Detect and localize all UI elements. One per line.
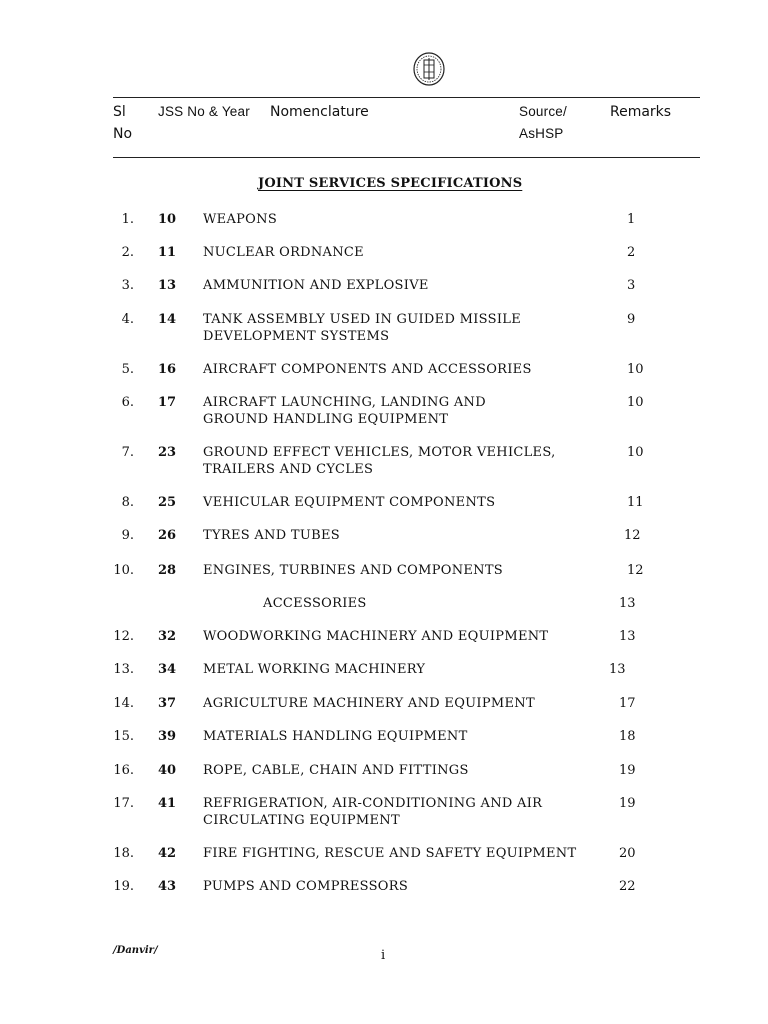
- emblem-logo-icon: [412, 51, 446, 87]
- row-sl: 17.: [113, 796, 134, 811]
- row-sl: 10.: [113, 563, 134, 578]
- row-remarks: 2: [627, 245, 636, 260]
- row-jss: 25: [158, 495, 177, 510]
- row-nomenclature: WEAPONS: [203, 212, 278, 227]
- row-sl: 4.: [121, 312, 134, 327]
- row-nomenclature: TANK ASSEMBLY USED IN GUIDED MISSILE DEVELOPMENT SYSTEMS: [203, 312, 521, 344]
- row-remarks: 13: [619, 596, 636, 611]
- row-nomenclature: GROUND EFFECT VEHICLES, MOTOR VEHICLES, TRAILERS AND CYCLES: [203, 445, 556, 477]
- row-nomenclature: ACCESSORIES: [263, 596, 367, 611]
- row-sl: 7.: [121, 445, 134, 460]
- row-jss: 11: [158, 245, 177, 260]
- row-jss: 10: [158, 212, 177, 227]
- row-jss: 43: [158, 879, 177, 894]
- row-remarks: 3: [627, 278, 636, 293]
- row-jss: 26: [158, 528, 177, 543]
- row-sl: 3.: [121, 278, 134, 293]
- row-nomenclature: WOODWORKING MACHINERY AND EQUIPMENT: [203, 629, 549, 644]
- row-jss: 34: [158, 662, 177, 677]
- header-nomenclature: Nomenclature: [270, 104, 369, 120]
- row-jss: 23: [158, 445, 177, 460]
- row-jss: 37: [158, 696, 177, 711]
- row-sl: 15.: [113, 729, 134, 744]
- row-sl: 9.: [121, 528, 134, 543]
- row-sl: 8.: [121, 495, 134, 510]
- row-remarks: 18: [619, 729, 636, 744]
- row-nomenclature: AIRCRAFT COMPONENTS AND ACCESSORIES: [203, 362, 532, 377]
- row-nomenclature: FIRE FIGHTING, RESCUE AND SAFETY EQUIPMENT: [203, 846, 577, 861]
- row-sl: 13.: [113, 662, 134, 677]
- row-remarks: 10: [627, 445, 644, 460]
- header-top-rule: [113, 97, 700, 98]
- row-jss: 41: [158, 796, 177, 811]
- header-source-line2: AsHSP: [519, 126, 564, 141]
- row-sl: 18.: [113, 846, 134, 861]
- header-source: [519, 101, 567, 145]
- row-nomenclature: AMMUNITION AND EXPLOSIVE: [203, 278, 429, 293]
- row-nomenclature: ENGINES, TURBINES AND COMPONENTS: [203, 563, 504, 578]
- row-jss: 14: [158, 312, 177, 327]
- row-jss: 17: [158, 395, 177, 410]
- row-nomenclature: REFRIGERATION, AIR-CONDITIONING AND AIR CIRCULATING EQUIPMENT: [203, 796, 543, 828]
- row-remarks: 22: [619, 879, 636, 894]
- row-remarks: 9: [627, 312, 636, 327]
- row-remarks: 11: [627, 495, 644, 510]
- row-nomenclature: METAL WORKING MACHINERY: [203, 662, 426, 677]
- row-jss: 40: [158, 763, 177, 778]
- row-jss: 16: [158, 362, 177, 377]
- row-nomenclature: AIRCRAFT LAUNCHING, LANDING AND GROUND HANDLING EQUIPMENT: [203, 395, 486, 427]
- row-remarks: 10: [627, 362, 644, 377]
- row-nomenclature: ROPE, CABLE, CHAIN AND FITTINGS: [203, 763, 469, 778]
- row-sl: 14.: [113, 696, 134, 711]
- header-sl-line2: No: [113, 126, 133, 142]
- row-jss: 39: [158, 729, 177, 744]
- header-remarks: Remarks: [610, 104, 672, 120]
- header-source-line1: Source/: [519, 104, 567, 119]
- header-bottom-rule: [113, 157, 700, 158]
- row-sl: 2.: [121, 245, 134, 260]
- row-remarks: 20: [619, 846, 636, 861]
- header-jss: JSS No & Year: [158, 104, 250, 119]
- row-sl: 19.: [113, 879, 134, 894]
- row-remarks: 19: [619, 763, 636, 778]
- section-heading: JOINT SERVICES SPECIFICATIONS: [258, 176, 523, 191]
- row-remarks: 19: [619, 796, 636, 811]
- row-sl: 16.: [113, 763, 134, 778]
- page-number: i: [381, 948, 386, 963]
- row-nomenclature: AGRICULTURE MACHINERY AND EQUIPMENT: [203, 696, 535, 711]
- row-nomenclature: PUMPS AND COMPRESSORS: [203, 879, 409, 894]
- row-remarks: 1: [627, 212, 636, 227]
- row-remarks: 10: [627, 395, 644, 410]
- row-jss: 13: [158, 278, 177, 293]
- row-sl: 5.: [121, 362, 134, 377]
- row-remarks: 12: [627, 563, 644, 578]
- row-nomenclature: MATERIALS HANDLING EQUIPMENT: [203, 729, 468, 744]
- row-sl: 6.: [121, 395, 134, 410]
- row-sl: 12.: [113, 629, 134, 644]
- row-jss: 42: [158, 846, 177, 861]
- row-remarks: 17: [619, 696, 636, 711]
- row-sl: 1.: [121, 212, 134, 227]
- header-sl-line1: Sl: [113, 104, 126, 120]
- row-remarks: 13: [619, 629, 636, 644]
- row-remarks: 12: [624, 528, 641, 543]
- row-nomenclature: VEHICULAR EQUIPMENT COMPONENTS: [203, 495, 496, 510]
- header-sl: [113, 101, 132, 145]
- row-jss: 32: [158, 629, 177, 644]
- row-nomenclature: TYRES AND TUBES: [203, 528, 340, 543]
- row-remarks: 13: [609, 662, 626, 677]
- footer-author: /Danvir/: [113, 945, 158, 956]
- row-jss: 28: [158, 563, 177, 578]
- row-nomenclature: NUCLEAR ORDNANCE: [203, 245, 364, 260]
